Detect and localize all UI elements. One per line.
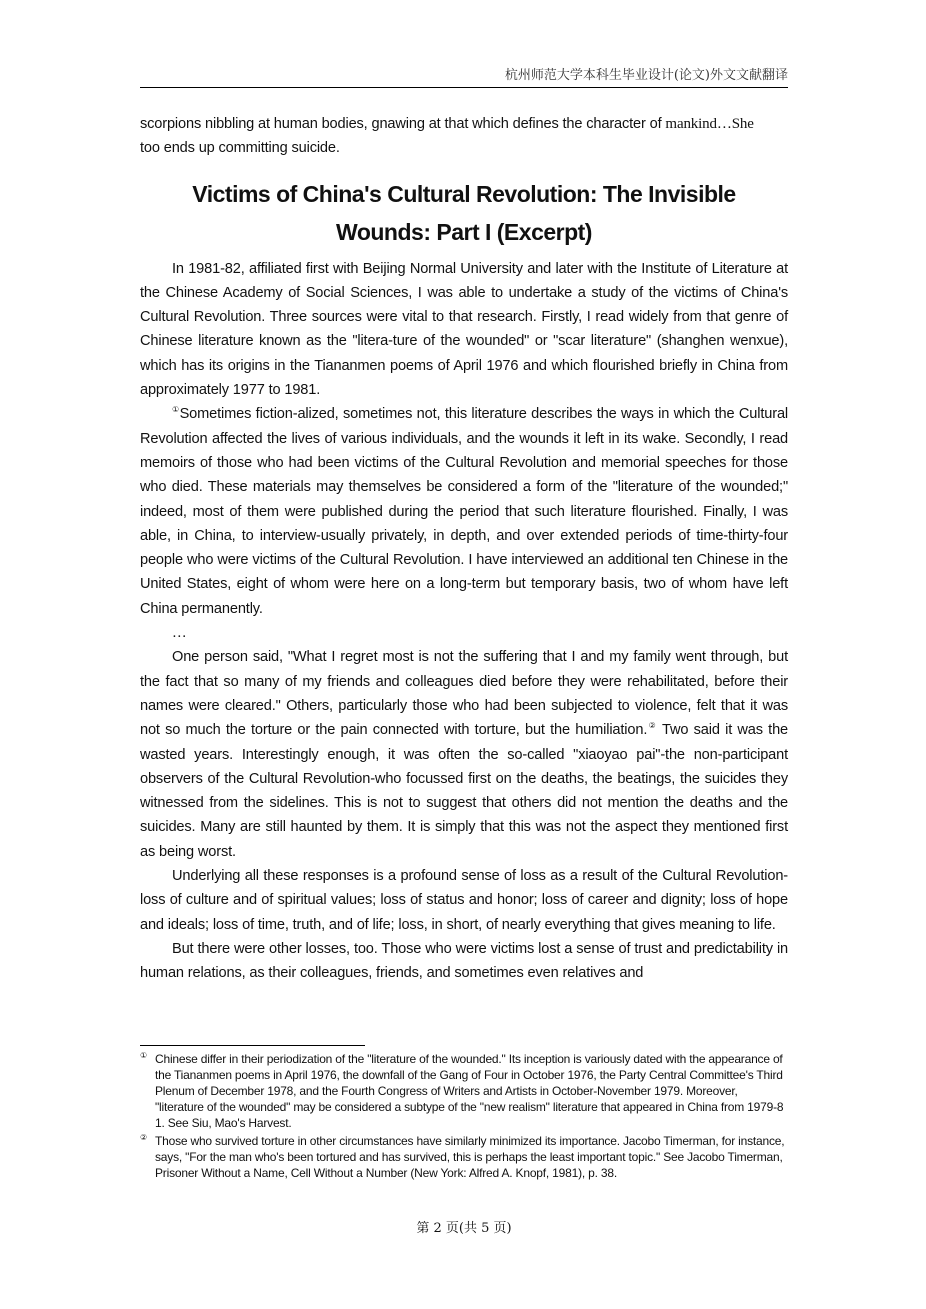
paragraph-3 bbox=[140, 645, 788, 864]
paragraph-5: But there were other losses, too. Those who were victims lost a sense of trust and predictability in human relations, as their colleagues, friends, and sometimes even relatives and bbox=[140, 940, 788, 982]
footnote-ref-1: ① bbox=[172, 405, 180, 415]
paragraph-4: Underlying all these responses is a profound sense of loss as a result of the Cultural Revolution-loss of culture and of spiritual values; loss of status and honor; loss of career and dignity; loss of hope and ideals; loss of time, truth, and of life; loss, in short, of nearly everything that gives meaning to life. bbox=[140, 868, 788, 933]
continuation-paragraph bbox=[140, 112, 788, 161]
footnote-1-text: Chinese differ in their periodization of the "literature of the wounded." Its inception is variously dated with the appearance of the Tiananmen poems in April 1976, the downfall of the Gang of Four in October 1976, the Party Central Committee's Third Plenum of December 1978, and the Fourth Congress of Writers and Artists in October-November 1979. Moreover, "literature of the wounded" may be considered a subtype of the "new realism" literature that appeared in China from 1979-8 1. See Siu, Mao's Harvest. bbox=[155, 1052, 784, 1130]
paragraph-2-text: Sometimes fiction-alized, sometimes not, this literature describes the ways in which the Cultural Revolution affected the lives of various individuals, and the wounds it left in its wake. Secondly, I read memoirs of those who had been victims of the Cultural Revolution and memorial speeches for those who died. These materials may themselves be considered a form of the "literature of the wounded;" indeed, most of them were published during the period that such literature flourished. Finally, I was able, in China, to interview-usually privately, in depth, and over extended periods of time-thirty-four people who were victims of the Cultural Revolution. I have interviewed an additional ten Chinese in the United States, eight of whom were here on a long-term but temporary basis, two of whom have left China permanently. bbox=[140, 406, 788, 617]
article-title-line-2: Wounds: Part I (Excerpt) bbox=[336, 218, 592, 245]
footnote-2-mark: ② bbox=[140, 1133, 147, 1142]
continuation-text-2: mankind…She bbox=[665, 116, 754, 132]
body-text bbox=[140, 112, 788, 986]
paragraph-3-text-a: One person said, "What I regret most is not the suffering that I and my family went through, but the fact that so many of my friends and colleagues died before they were rehabilitated, before their names were cleared." Others, particularly those who had been subjected to violence, felt that it was not so much the torture or the pain connected with torture, but the humiliation. bbox=[140, 649, 788, 739]
page-number: 第 2 页(共 5 页) bbox=[416, 1221, 512, 1236]
ellipsis: … bbox=[172, 625, 187, 642]
footnote-2-text: Those who survived torture in other circumstances have similarly minimized its importance. Jacobo Timerman, for instance, says, "For the man who's been tortured and has survived, this is perhaps the least important topic." See Jacobo Timerman, Prisoner Without a Name, Cell Without a Number (New York: Alfred A. Knopf, 1981), p. 38. bbox=[155, 1134, 785, 1180]
footnote-ref-2: ② bbox=[647, 721, 658, 731]
paragraph-2 bbox=[140, 402, 788, 621]
paragraph-3-text-b: Two said it was the wasted years. Interestingly enough, it was often the so-called "xiaoyao pai"-the non-participant observers of the Cultural Revolution-who focussed first on the deaths, the beatings, the suicides they witnessed from the sidelines. This is not to suggest that others did not mention the deaths and the suicides. Many are still haunted by them. It is simply that this was not the aspect they mentioned first as being worst. bbox=[140, 722, 788, 860]
continuation-text-3: too ends up committing suicide. bbox=[140, 140, 340, 157]
footnote-2 bbox=[140, 1133, 788, 1181]
article-title bbox=[140, 175, 788, 251]
footnote-1 bbox=[140, 1051, 788, 1131]
footnote-1-mark: ① bbox=[140, 1051, 147, 1060]
footnotes bbox=[140, 1051, 788, 1183]
article-title-line-1: Victims of China's Cultural Revolution: The Invisible bbox=[192, 180, 736, 207]
paragraph-1: In 1981-82, affiliated first with Beijing Normal University and later with the Institute of Literature at the Chinese Academy of Social Sciences, I was able to undertake a study of the victims of China's Cultural Revolution. Three sources were vital to that research. Firstly, I read widely from that genre of Chinese literature known as the "litera-ture of the wounded" or "scar literature" (shanghen wenxue), which has its origins in the Tiananmen poems of April 1976 and which flourished briefly in China from approximately 1977 to 1981. bbox=[140, 260, 788, 399]
page-header: 杭州师范大学本科生毕业设计(论文)外文文献翻译 bbox=[140, 64, 788, 88]
footnote-divider bbox=[140, 1045, 365, 1046]
continuation-text-1: scorpions nibbling at human bodies, gnawing at that which defines the character of bbox=[140, 116, 666, 132]
